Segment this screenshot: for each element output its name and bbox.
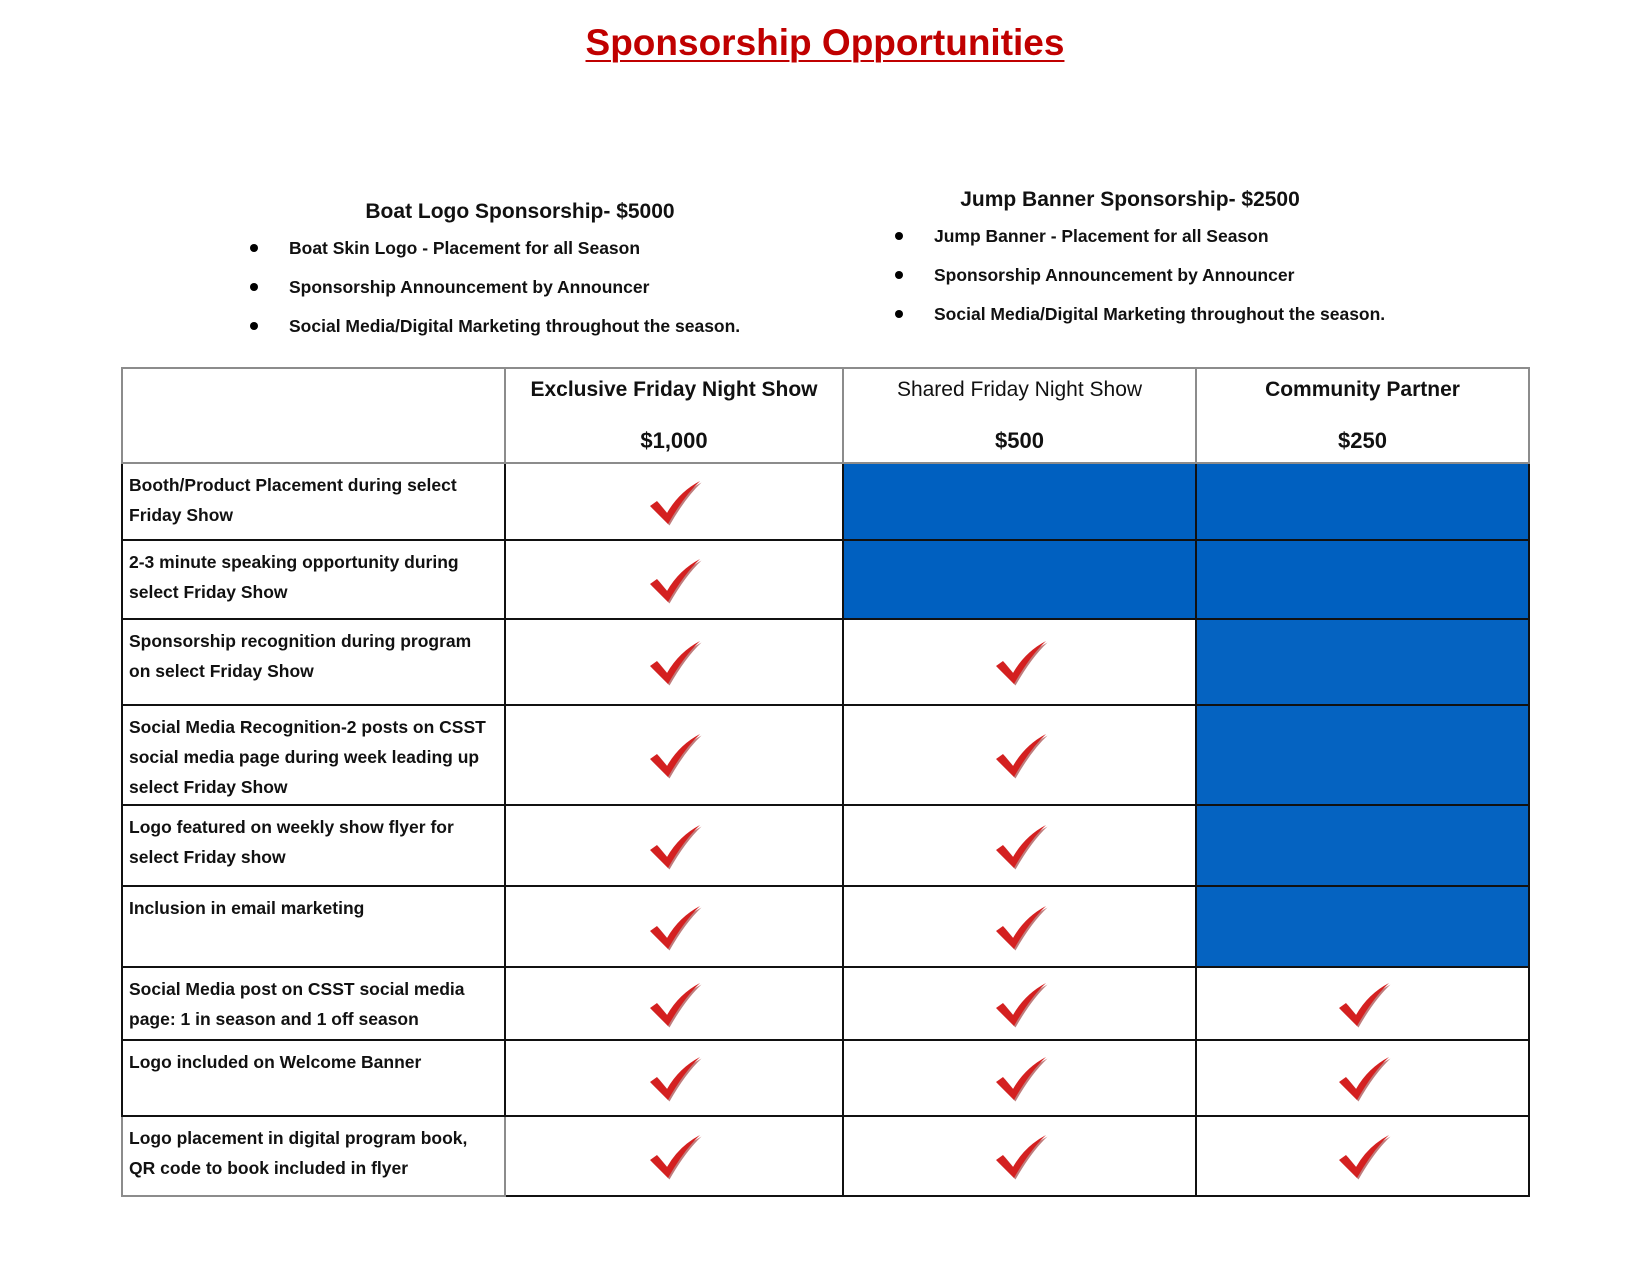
benefit-label: Sponsorship recognition during program on select Friday Show xyxy=(122,619,505,705)
jump-banner-package xyxy=(895,188,1455,343)
checkmark-icon xyxy=(992,730,1048,780)
tier-cell-exclusive xyxy=(505,805,843,886)
checkmark-icon xyxy=(1335,1053,1391,1103)
table-header-row xyxy=(122,368,1529,463)
tier-name: Community Partner xyxy=(1265,377,1460,401)
list-item: Boat Skin Logo - Placement for all Season xyxy=(250,238,790,277)
tier-cell-community xyxy=(1196,540,1529,619)
header-blank-cell xyxy=(122,368,505,463)
tier-price: $1,000 xyxy=(640,427,708,453)
table-row xyxy=(122,619,1529,705)
package-benefits-list xyxy=(895,226,1455,343)
sponsorship-tiers-table xyxy=(121,367,1530,1197)
benefit-label: Booth/Product Placement during select Friday Show xyxy=(122,463,505,540)
bullet-icon xyxy=(895,271,903,279)
bullet-icon xyxy=(250,283,258,291)
checkmark-icon xyxy=(1335,979,1391,1029)
checkmark-icon xyxy=(646,477,702,527)
bullet-icon xyxy=(895,232,903,240)
tier-cell-shared xyxy=(843,1116,1196,1196)
tier-cell-shared xyxy=(843,967,1196,1040)
tier-cell-shared xyxy=(843,1040,1196,1116)
table-row xyxy=(122,1040,1529,1116)
table-row xyxy=(122,705,1529,805)
tier-cell-exclusive xyxy=(505,1116,843,1196)
tier-cell-community xyxy=(1196,705,1529,805)
benefit-label: Social Media post on CSST social media page: 1 in season and 1 off season xyxy=(122,967,505,1040)
list-item: Jump Banner - Placement for all Season xyxy=(895,226,1455,265)
checkmark-icon xyxy=(646,637,702,687)
tier-cell-community xyxy=(1196,463,1529,540)
tier-cell-community xyxy=(1196,967,1529,1040)
tier-cell-exclusive xyxy=(505,619,843,705)
tier-cell-shared xyxy=(843,886,1196,967)
checkmark-icon xyxy=(646,1053,702,1103)
table-row xyxy=(122,540,1529,619)
bullet-icon xyxy=(250,244,258,252)
checkmark-icon xyxy=(1335,1131,1391,1181)
checkmark-icon xyxy=(646,1131,702,1181)
tier-cell-community xyxy=(1196,805,1529,886)
package-benefits-list xyxy=(250,238,790,355)
list-item: Social Media/Digital Marketing throughout the season. xyxy=(895,304,1455,343)
tier-cell-community xyxy=(1196,886,1529,967)
benefit-label: Inclusion in email marketing xyxy=(122,886,505,967)
tier-cell-exclusive xyxy=(505,1040,843,1116)
benefit-label: Logo featured on weekly show flyer for select Friday show xyxy=(122,805,505,886)
benefit-label: Social Media Recognition-2 posts on CSST social media page during week leading up select Friday Show xyxy=(122,705,505,805)
benefit-label: Logo included on Welcome Banner xyxy=(122,1040,505,1116)
checkmark-icon xyxy=(646,555,702,605)
table-row xyxy=(122,463,1529,540)
tier-header-shared xyxy=(843,368,1196,463)
table-row xyxy=(122,886,1529,967)
tier-cell-shared xyxy=(843,805,1196,886)
table-row xyxy=(122,1116,1529,1196)
checkmark-icon xyxy=(646,902,702,952)
tier-cell-shared xyxy=(843,705,1196,805)
checkmark-icon xyxy=(992,637,1048,687)
checkmark-icon xyxy=(992,902,1048,952)
table-row xyxy=(122,967,1529,1040)
package-title: Jump Banner Sponsorship- $2500 xyxy=(960,188,1300,211)
bullet-icon xyxy=(250,322,258,330)
tier-cell-shared xyxy=(843,619,1196,705)
list-item: Social Media/Digital Marketing throughout the season. xyxy=(250,316,790,355)
checkmark-icon xyxy=(646,821,702,871)
list-item: Sponsorship Announcement by Announcer xyxy=(250,277,790,316)
tier-cell-community xyxy=(1196,1040,1529,1116)
checkmark-icon xyxy=(992,979,1048,1029)
page-title: Sponsorship Opportunities xyxy=(585,22,1065,63)
tier-header-exclusive xyxy=(505,368,843,463)
tier-cell-community xyxy=(1196,1116,1529,1196)
tier-cell-exclusive xyxy=(505,540,843,619)
tier-cell-exclusive xyxy=(505,463,843,540)
tier-price: $250 xyxy=(1338,427,1387,453)
list-item: Sponsorship Announcement by Announcer xyxy=(895,265,1455,304)
tier-cell-shared xyxy=(843,540,1196,619)
tier-cell-exclusive xyxy=(505,705,843,805)
benefit-label: 2-3 minute speaking opportunity during select Friday Show xyxy=(122,540,505,619)
tier-cell-shared xyxy=(843,463,1196,540)
tier-cell-exclusive xyxy=(505,886,843,967)
tier-price: $500 xyxy=(995,427,1044,453)
checkmark-icon xyxy=(992,1053,1048,1103)
checkmark-icon xyxy=(992,1131,1048,1181)
benefit-label: Logo placement in digital program book, QR code to book included in flyer xyxy=(122,1116,505,1196)
package-title: Boat Logo Sponsorship- $5000 xyxy=(365,200,675,223)
tier-cell-exclusive xyxy=(505,967,843,1040)
checkmark-icon xyxy=(992,821,1048,871)
boat-logo-package xyxy=(250,200,790,355)
tier-name: Exclusive Friday Night Show xyxy=(530,377,818,401)
bullet-icon xyxy=(895,310,903,318)
tier-cell-community xyxy=(1196,619,1529,705)
tier-header-community xyxy=(1196,368,1529,463)
table-row xyxy=(122,805,1529,886)
checkmark-icon xyxy=(646,730,702,780)
checkmark-icon xyxy=(646,979,702,1029)
tier-name: Shared Friday Night Show xyxy=(896,377,1143,401)
